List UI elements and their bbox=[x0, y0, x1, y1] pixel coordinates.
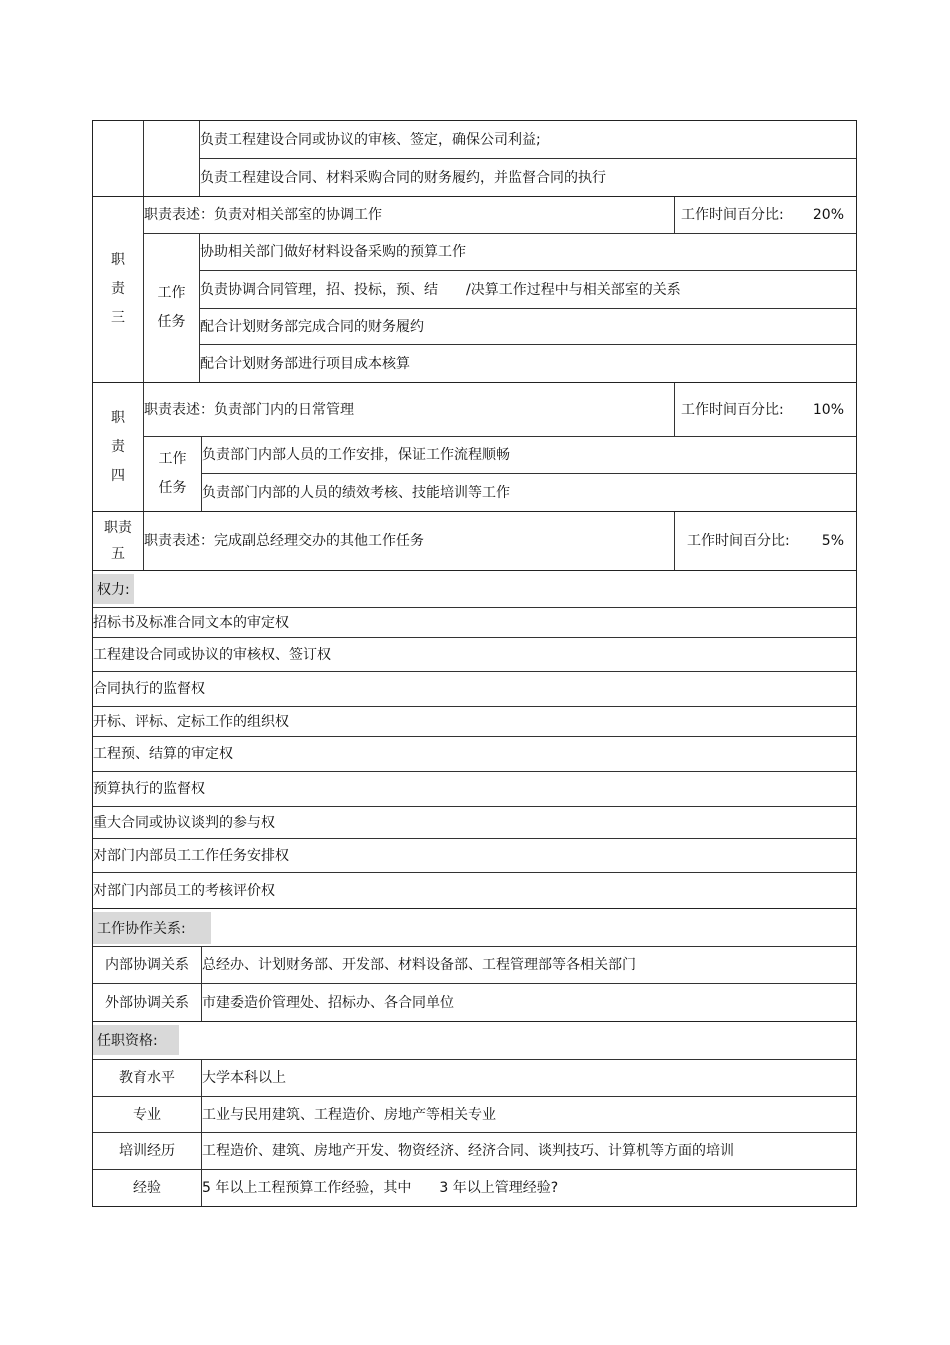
job-description-table bbox=[92, 120, 857, 1207]
task-row bbox=[199, 233, 856, 270]
authority-text: 对部门内部员工的考核评价权 bbox=[93, 882, 275, 899]
qualification-label bbox=[93, 1096, 201, 1132]
task-row bbox=[201, 473, 856, 511]
time-value: 20% bbox=[812, 207, 844, 223]
duty-three-label bbox=[93, 197, 143, 382]
task-row bbox=[199, 121, 856, 158]
cooperation-header: 工作协作关系: bbox=[93, 912, 211, 944]
duty-statement bbox=[143, 383, 674, 436]
qualification-header: 任职资格: bbox=[93, 1025, 179, 1055]
task-row bbox=[199, 344, 856, 382]
time-label: 工作时间百分比: bbox=[687, 533, 790, 549]
label-char: 职责 bbox=[104, 520, 132, 536]
time-label: 工作时间百分比: bbox=[681, 207, 784, 223]
task-row bbox=[199, 270, 856, 308]
authority-text: 招标书及标准合同文本的审定权 bbox=[93, 614, 289, 631]
statement-text: 职责表述：完成副总经理交办的其他工作任务 bbox=[144, 533, 424, 549]
label-text: 培训经历 bbox=[119, 1143, 175, 1159]
cooperation-label bbox=[93, 983, 201, 1021]
label-text: 外部协调关系 bbox=[105, 994, 189, 1011]
label-char: 五 bbox=[111, 546, 125, 562]
cooperation-label bbox=[93, 946, 201, 983]
label-char: 工作 bbox=[158, 451, 187, 467]
value-text: 大学本科以上 bbox=[202, 1070, 286, 1086]
authority-item bbox=[93, 607, 856, 637]
task-row bbox=[199, 308, 856, 344]
authority-text: 开标、评标、定标工作的组织权 bbox=[93, 713, 289, 730]
time-percentage bbox=[674, 197, 856, 233]
authority-item bbox=[93, 637, 856, 671]
qualification-block bbox=[93, 1021, 856, 1206]
label-char: 职 bbox=[111, 252, 125, 268]
task-text: 负责部门内部人员的工作安排，保证工作流程顺畅 bbox=[202, 447, 510, 463]
task-text: 负责工程建设合同、材料采购合同的财务履约，并监督合同的执行 bbox=[200, 169, 606, 186]
task-row bbox=[201, 436, 856, 473]
qualification-label bbox=[93, 1059, 201, 1096]
authority-text: 重大合同或协议谈判的参与权 bbox=[93, 814, 275, 831]
task-label bbox=[143, 233, 199, 382]
authority-item bbox=[93, 838, 856, 872]
authority-item bbox=[93, 806, 856, 838]
label-char: 任务 bbox=[158, 480, 187, 496]
authority-block bbox=[93, 570, 856, 908]
cooperation-block bbox=[93, 908, 856, 1021]
label-char: 工作 bbox=[157, 285, 186, 301]
cooperation-value bbox=[201, 983, 856, 1021]
task-text: 负责协调合同管理，招、投标，预、结 /决算工作过程中与相关部室的关系 bbox=[200, 281, 681, 298]
task-text: 配合计划财务部完成合同的财务履约 bbox=[200, 318, 424, 335]
statement-text: 职责表述：负责部门内的日常管理 bbox=[144, 401, 354, 418]
qualification-label bbox=[93, 1132, 201, 1169]
authority-item bbox=[93, 872, 856, 908]
label-char: 任务 bbox=[157, 314, 186, 330]
label-text: 教育水平 bbox=[119, 1070, 175, 1086]
duty-statement bbox=[143, 197, 674, 233]
authority-text: 工程预、结算的审定权 bbox=[93, 746, 233, 762]
value-text: 工程造价、建筑、房地产开发、物资经济、经济合同、谈判技巧、计算机等方面的培训 bbox=[202, 1143, 734, 1159]
task-text: 配合计划财务部进行项目成本核算 bbox=[200, 355, 410, 372]
duty-four-label bbox=[93, 383, 143, 511]
qualification-value bbox=[201, 1132, 856, 1169]
duty-five-label bbox=[93, 512, 143, 570]
value-text: 工业与民用建筑、工程造价、房地产等相关专业 bbox=[202, 1106, 496, 1123]
task-text: 负责部门内部的人员的绩效考核、技能培训等工作 bbox=[202, 484, 510, 501]
duty-three-block bbox=[93, 196, 856, 382]
label-char: 四 bbox=[111, 467, 125, 484]
time-value: 10% bbox=[812, 401, 844, 418]
label-char: 三 bbox=[111, 310, 125, 326]
authority-text: 对部门内部员工工作任务安排权 bbox=[93, 847, 289, 864]
duty-four-block bbox=[93, 382, 856, 511]
task-label-cell bbox=[143, 121, 199, 196]
authority-item bbox=[93, 771, 856, 806]
label-char: 职 bbox=[111, 409, 125, 426]
task-text: 负责工程建设合同或协议的审核、签定，确保公司利益; bbox=[200, 131, 541, 148]
duty-continued-block bbox=[93, 121, 856, 196]
label-text: 专业 bbox=[133, 1106, 161, 1123]
authority-item bbox=[93, 736, 856, 771]
authority-text: 工程建设合同或协议的审核权、签订权 bbox=[93, 646, 331, 663]
authority-text: 合同执行的监督权 bbox=[93, 681, 205, 697]
time-percentage bbox=[674, 383, 856, 436]
task-row bbox=[199, 158, 856, 196]
task-text: 协助相关部门做好材料设备采购的预算工作 bbox=[200, 244, 466, 260]
duty-statement bbox=[143, 512, 674, 570]
duty-five-block bbox=[93, 511, 856, 570]
qualification-value bbox=[201, 1059, 856, 1096]
time-label: 工作时间百分比: bbox=[681, 401, 784, 418]
qualification-value bbox=[201, 1096, 856, 1132]
authority-text: 预算执行的监督权 bbox=[93, 781, 205, 797]
qualification-label bbox=[93, 1169, 201, 1206]
authority-item bbox=[93, 706, 856, 736]
authority-header: 权力: bbox=[93, 574, 134, 604]
label-text: 内部协调关系 bbox=[105, 957, 189, 973]
authority-item bbox=[93, 671, 856, 706]
statement-text: 职责表述：负责对相关部室的协调工作 bbox=[144, 207, 382, 223]
qualification-value bbox=[201, 1169, 856, 1206]
task-label bbox=[143, 436, 201, 511]
time-value: 5% bbox=[821, 533, 844, 549]
value-text: 总经办、计划财务部、开发部、材料设备部、工程管理部等各相关部门 bbox=[202, 957, 636, 973]
label-char: 责 bbox=[111, 438, 125, 455]
time-percentage bbox=[674, 512, 856, 570]
label-text: 经验 bbox=[133, 1180, 161, 1196]
value-text: 5 年以上工程预算工作经验，其中 3 年以上管理经验? bbox=[202, 1180, 559, 1196]
label-char: 责 bbox=[111, 281, 125, 297]
cooperation-value bbox=[201, 946, 856, 983]
value-text: 市建委造价管理处、招标办、各合同单位 bbox=[202, 994, 454, 1011]
